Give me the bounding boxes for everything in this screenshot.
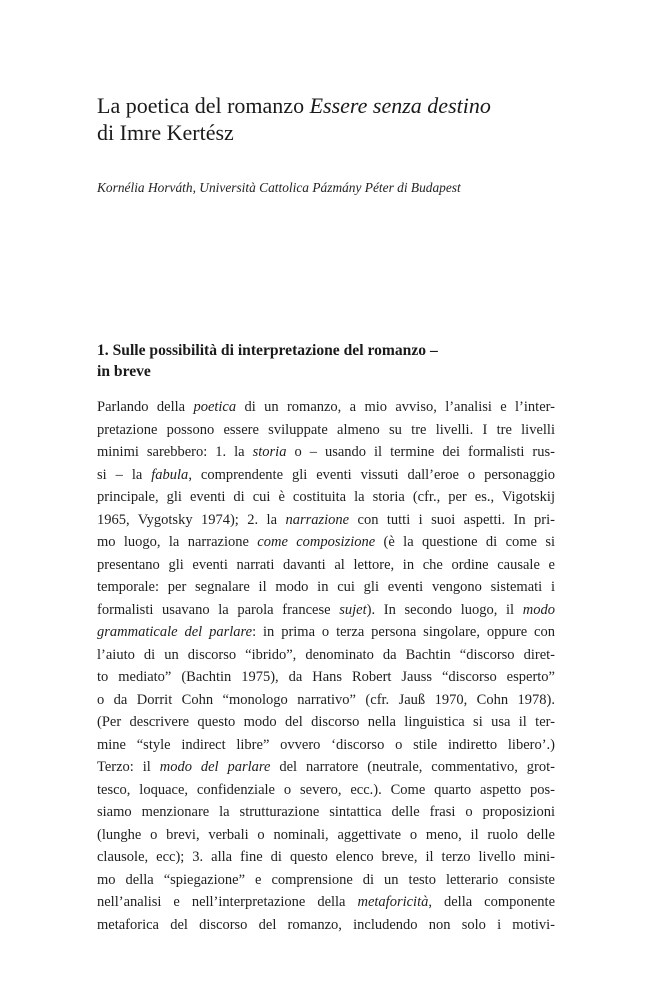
body-text: (Per descrivere questo modo del discorso nella linguistica si usa il ter- xyxy=(97,714,555,730)
body-text: (lunghe o brevi, verbali o nominali, aggettivate o meno, il ruolo delle xyxy=(97,826,555,843)
body-line xyxy=(97,531,555,554)
article-title-line-2: di Imre Kertész xyxy=(97,120,234,145)
body-text: temporale: per segnalare il modo in cui gli eventi vengono sistemati i xyxy=(97,579,555,595)
body-text: metaforica del discorso del romanzo, includendo non solo i motivi- xyxy=(97,916,555,933)
body-line xyxy=(97,824,555,847)
body-line xyxy=(97,419,555,442)
section-heading-line-2: in breve xyxy=(97,362,151,380)
body-text: mo luogo, la narrazione xyxy=(97,534,258,550)
article-title xyxy=(97,92,557,146)
body-line xyxy=(97,576,555,599)
body-line xyxy=(97,869,555,892)
body-line xyxy=(97,666,555,689)
body-text: di un romanzo, a mio avviso, l’analisi e l’inter- xyxy=(236,399,556,415)
body-line xyxy=(97,509,555,532)
body-italic-text: poetica xyxy=(193,399,237,415)
body-text: (è la questione di come si xyxy=(375,534,556,550)
body-text: l’aiuto di un discorso “ibrido”, denominato da Bachtin “discorso diret- xyxy=(97,646,555,663)
body-line xyxy=(97,756,555,779)
body-text: ). In secondo luogo, il xyxy=(366,601,523,618)
body-text: , comprendente gli eventi vissuti dall’eroe o personaggio xyxy=(188,466,555,483)
body-text: clausole, ecc); 3. alla fine di questo elenco breve, il terzo livello mini- xyxy=(97,849,555,865)
body-line xyxy=(97,891,555,914)
body-italic-text: grammaticale del parlare xyxy=(97,624,253,640)
body-text: minimi sarebbero: 1. la xyxy=(97,444,253,460)
body-line xyxy=(97,621,555,644)
body-text: Parlando della xyxy=(97,399,194,415)
body-italic-text: sujet xyxy=(339,601,367,618)
body-text: o – usando il termine dei formalisti rus- xyxy=(286,444,555,460)
body-line xyxy=(97,644,555,667)
article-title-italic: Essere senza destino xyxy=(309,93,491,118)
body-text: siamo menzionare la strutturazione sintattica delle frasi o proposizioni xyxy=(97,804,555,820)
body-text: : in prima o terza persona singolare, oppure con xyxy=(252,624,555,640)
body-text: formalisti usavano la parola francese xyxy=(97,601,340,618)
body-italic-text: come composizione xyxy=(257,534,376,550)
body-line xyxy=(97,914,555,937)
body-text: o da Dorrit Cohn “monologo narrativo” (cfr. Jauß 1970, Cohn 1978). xyxy=(97,691,555,708)
body-text: nell’analisi e nell’interpretazione della xyxy=(97,894,358,910)
body-line xyxy=(97,846,555,869)
body-line xyxy=(97,779,555,802)
body-line xyxy=(97,396,555,419)
body-line xyxy=(97,801,555,824)
section-heading xyxy=(97,341,557,382)
body-text: , della componente xyxy=(428,894,556,910)
body-text: Terzo: il xyxy=(97,759,160,775)
body-text: to mediato” (Bachtin 1975), da Hans Robert Jauss “discorso esperto” xyxy=(97,669,555,685)
body-line xyxy=(97,689,555,712)
section-heading-line-1: 1. Sulle possibilità di interpretazione del romanzo – xyxy=(97,342,438,359)
body-line xyxy=(97,486,555,509)
body-line xyxy=(97,734,555,757)
body-text: principale, gli eventi di cui è costituita la storia (cfr., per es., Vigotskij xyxy=(97,489,555,505)
body-text: pretazione possono essere sviluppate almeno su tre livelli. I tre livelli xyxy=(97,421,555,438)
body-text: del narratore (neutrale, commentativo, grot- xyxy=(270,759,555,775)
body-line xyxy=(97,599,555,622)
body-italic-text: modo del parlare xyxy=(159,759,271,775)
body-line xyxy=(97,711,555,734)
body-text: con tutti i suoi aspetti. In pri- xyxy=(349,511,555,528)
body-italic-text: narrazione xyxy=(285,511,350,528)
body-text: 1965, Vygotsky 1974); 2. la xyxy=(97,511,286,528)
author-affiliation: Kornélia Horváth, Università Cattolica Pázmány Péter di Budapest xyxy=(97,180,461,195)
body-text: presentano gli eventi narrati davanti al lettore, in che ordine causale e xyxy=(97,556,555,573)
body-italic-text: metaforicità xyxy=(357,894,429,910)
body-text: tesco, loquace, confidenziale o severo, ecc.). Come quarto aspetto pos- xyxy=(97,781,555,798)
body-text: si – la xyxy=(97,466,152,483)
article-title-plain: La poetica del romanzo xyxy=(97,93,310,118)
body-text: mo della “spiegazione” e comprensione di un testo letterario consiste xyxy=(97,871,555,888)
body-text: mine “style indirect libre” ovvero ‘discorso o stile indiretto libero’.) xyxy=(97,736,555,753)
body-line xyxy=(97,464,555,487)
article-title-line-1 xyxy=(97,92,557,119)
body-italic-text: fabula xyxy=(151,466,189,483)
body-line xyxy=(97,554,555,577)
body-line xyxy=(97,441,555,464)
body-italic-text: storia xyxy=(252,444,287,460)
body-paragraph xyxy=(97,396,555,936)
body-italic-text: modo xyxy=(522,601,555,618)
